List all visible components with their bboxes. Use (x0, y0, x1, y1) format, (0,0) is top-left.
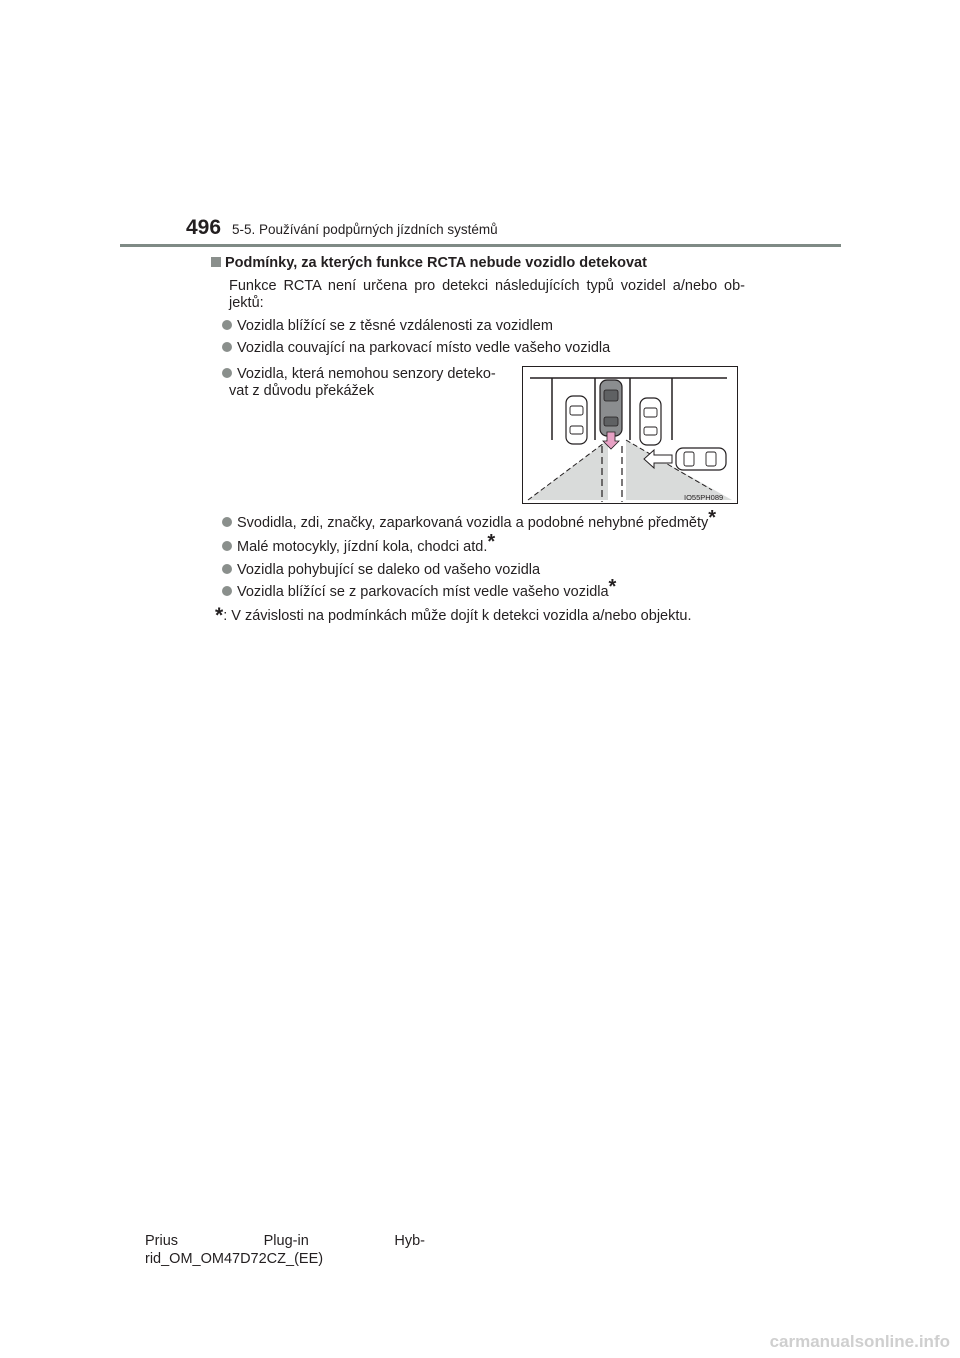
parking-diagram (522, 366, 738, 504)
list-item-text: Vozidla, která nemohou senzory deteko- (237, 366, 496, 382)
figure-caption: IO55PH089 (684, 493, 724, 502)
list-item-text: Vozidla couvající na parkovací místo vedle vašeho vozidla (237, 340, 611, 356)
own-vehicle (600, 380, 622, 436)
list-item-text: Malé motocykly, jízdní kola, chodci atd. (237, 539, 488, 555)
footnote-text: : V závislosti na podmínkách může dojít k detekci vozidla a/nebo objektu. (223, 608, 692, 624)
bullet-icon (222, 342, 232, 352)
list-item (222, 562, 540, 579)
watermark: carmanualsonline.info (769, 1332, 950, 1351)
list-item (222, 340, 610, 357)
intro-paragraph: Funkce RCTA není určena pro detekci následujících typů vozidel a/nebo ob-jektů: (229, 278, 745, 311)
footer (145, 1232, 425, 1268)
bullet-icon (222, 586, 232, 596)
bullet-icon (222, 368, 232, 378)
list-item (222, 531, 496, 556)
asterisk-mark: * (708, 507, 717, 529)
list-item (222, 576, 617, 601)
list-item-text: Vozidla blížící se z parkovacích míst vedle vašeho vozidla (237, 584, 609, 600)
list-item (222, 318, 553, 335)
asterisk-mark: * (608, 576, 617, 598)
list-item-text-continued: vat z důvodu překážek (229, 383, 375, 399)
footer-variant: Plug-in (263, 1233, 309, 1249)
footnote (215, 604, 691, 628)
asterisk-mark: * (487, 531, 496, 553)
bullet-icon (222, 541, 232, 551)
list-item-text: Svodidla, zdi, značky, zaparkovaná vozidla a podobné nehybné předměty (237, 515, 709, 531)
section-title: 5-5. Používání podpůrných jízdních systémů (232, 222, 498, 237)
footer-manual-code: rid_OM_OM47D72CZ_(EE) (145, 1251, 324, 1267)
bullet-icon (222, 564, 232, 574)
footnote-asterisk: * (215, 604, 224, 627)
header-rule (120, 244, 841, 247)
footer-model: Prius (145, 1233, 179, 1249)
footer-hybrid: Hyb- (394, 1233, 425, 1249)
section-heading (211, 255, 647, 271)
list-item-text: Vozidla pohybující se daleko od vašeho vozidla (237, 562, 541, 578)
heading-text: Podmínky, za kterých funkce RCTA nebude vozidlo detekovat (225, 255, 647, 271)
page-number: 496 (186, 216, 222, 239)
bullet-icon (222, 517, 232, 527)
list-item (222, 366, 512, 400)
parked-car-right (640, 398, 661, 445)
approaching-vehicle (676, 448, 726, 470)
list-item (222, 507, 717, 532)
parked-car-left (566, 396, 587, 444)
list-item-text: Vozidla blížící se z těsné vzdálenosti za vozidlem (237, 318, 553, 334)
heading-square-icon (211, 257, 221, 267)
bullet-icon (222, 320, 232, 330)
